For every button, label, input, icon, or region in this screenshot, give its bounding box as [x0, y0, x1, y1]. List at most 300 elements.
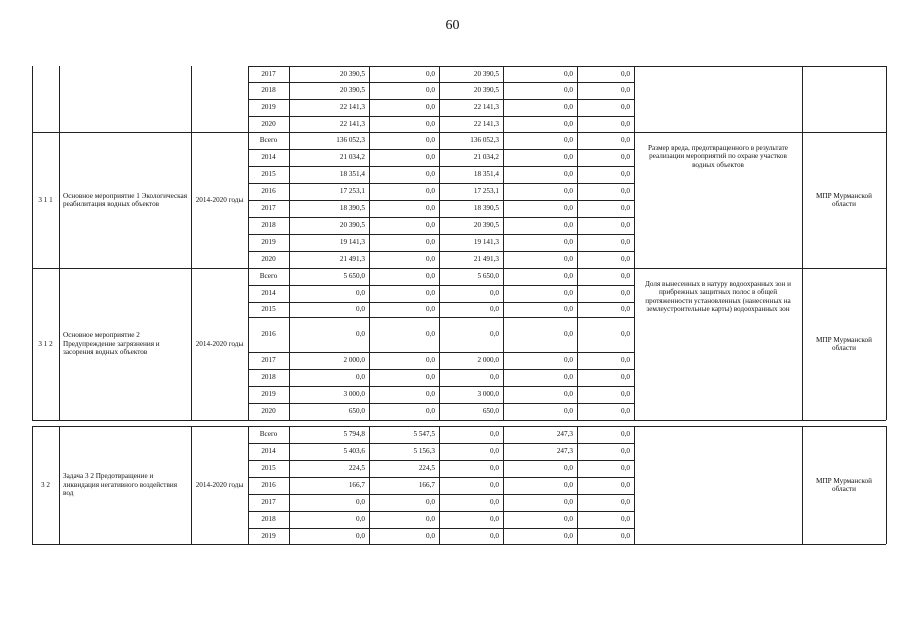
year-label-cell: [250, 234, 287, 251]
amount-other: 0,0: [621, 86, 630, 95]
amount-total: 166,7: [348, 481, 365, 490]
year-label: Всего: [259, 136, 278, 145]
col-line: [59, 268, 60, 420]
year-label-cell: [250, 251, 287, 268]
amount-federal: 5 156,3: [413, 447, 435, 456]
year-label-cell: [250, 268, 287, 285]
amount-regional-cell: [441, 99, 499, 116]
amount-regional-cell: [441, 477, 499, 494]
amount-local: 0,0: [564, 272, 573, 281]
amount-federal-cell: [371, 426, 435, 443]
amount-other-cell: [579, 386, 630, 403]
amount-total: 21 491,3: [339, 255, 365, 264]
year-label-cell: [250, 477, 287, 494]
amount-local: 0,0: [564, 238, 573, 247]
amount-regional-cell: [441, 528, 499, 544]
amount-local: 0,0: [564, 153, 573, 162]
amount-regional: 20 390,5: [473, 221, 499, 230]
amount-total-cell: [291, 66, 365, 82]
amount-total: 21 034,2: [339, 153, 365, 162]
activity-code-cell: [34, 132, 57, 268]
amount-federal-cell: [371, 234, 435, 251]
amount-total: 5 403,6: [343, 447, 365, 456]
amount-other: 0,0: [621, 289, 630, 298]
left-border: [32, 426, 33, 544]
amount-local: 0,0: [564, 330, 573, 339]
amount-federal: 0,0: [426, 305, 435, 314]
activity-code-cell: [34, 268, 57, 420]
amount-regional: 18 390,5: [473, 204, 499, 213]
amount-federal: 0,0: [426, 356, 435, 365]
year-label: 2018: [261, 373, 276, 382]
amount-total-cell: [291, 443, 365, 460]
amount-total-cell: [291, 82, 365, 99]
amount-regional: 0,0: [490, 531, 499, 540]
col-line: [59, 132, 60, 268]
amount-local: 0,0: [564, 255, 573, 264]
amount-total-cell: [291, 511, 365, 528]
amount-regional-cell: [441, 352, 499, 369]
amount-federal-cell: [371, 132, 435, 149]
amount-regional: 21 034,2: [473, 153, 499, 162]
amount-other: 0,0: [621, 170, 630, 179]
amount-local: 0,0: [564, 481, 573, 490]
amount-federal: 0,0: [426, 238, 435, 247]
amount-federal: 0,0: [426, 390, 435, 399]
amount-local: 0,0: [564, 119, 573, 128]
year-label: 2020: [261, 119, 276, 128]
amount-regional-cell: [441, 443, 499, 460]
amount-total: 0,0: [356, 531, 365, 540]
activity-period: 2014-2020 годы: [195, 195, 244, 204]
amount-total: 17 253,1: [339, 187, 365, 196]
amount-regional-cell: [441, 217, 499, 234]
col-line: [59, 66, 60, 132]
amount-regional-cell: [441, 426, 499, 443]
amount-total: 18 351,4: [339, 170, 365, 179]
year-label-cell: [250, 403, 287, 420]
amount-federal: 0,0: [426, 221, 435, 230]
amount-local-cell: [505, 285, 573, 302]
amount-local-cell: [505, 511, 573, 528]
year-label-cell: [250, 317, 287, 352]
activity-name-cell: [63, 268, 187, 420]
amount-federal-cell: [371, 166, 435, 183]
executor-text-cell: [806, 132, 882, 268]
amount-regional-cell: [441, 132, 499, 149]
page-number: 60: [445, 18, 460, 33]
amount-total: 19 141,3: [339, 238, 365, 247]
amount-other-cell: [579, 116, 630, 132]
amount-regional-cell: [441, 268, 499, 285]
amount-regional: 0,0: [490, 373, 499, 382]
amount-total: 0,0: [356, 515, 365, 524]
amount-local-cell: [505, 200, 573, 217]
amount-other: 0,0: [621, 373, 630, 382]
amount-local-cell: [505, 477, 573, 494]
year-label-cell: [250, 511, 287, 528]
amount-federal-cell: [371, 302, 435, 317]
year-label-cell: [250, 149, 287, 166]
amount-other-cell: [579, 132, 630, 149]
amount-local: 0,0: [564, 103, 573, 112]
amount-other-cell: [579, 317, 630, 352]
amount-federal: 0,0: [426, 187, 435, 196]
amount-regional: 0,0: [490, 430, 499, 439]
year-label: Всего: [259, 430, 278, 439]
amount-regional: 0,0: [490, 515, 499, 524]
year-label: 2019: [261, 238, 276, 247]
year-label: 2015: [261, 170, 276, 179]
col-line: [577, 268, 578, 420]
amount-other: 0,0: [621, 255, 630, 264]
amount-regional: 2 000,0: [477, 356, 499, 365]
amount-other-cell: [579, 477, 630, 494]
right-border: [886, 132, 887, 268]
year-label: 2020: [261, 255, 276, 264]
amount-total-cell: [291, 99, 365, 116]
amount-other-cell: [579, 403, 630, 420]
col-line: [634, 132, 635, 268]
amount-other-cell: [579, 494, 630, 511]
amount-regional-cell: [441, 511, 499, 528]
amount-other-cell: [579, 217, 630, 234]
amount-regional: 22 141,3: [473, 103, 499, 112]
amount-total: 0,0: [356, 289, 365, 298]
amount-federal-cell: [371, 268, 435, 285]
amount-other: 0,0: [621, 430, 630, 439]
year-label-cell: [250, 217, 287, 234]
amount-other-cell: [579, 234, 630, 251]
amount-federal-cell: [371, 183, 435, 200]
amount-total-cell: [291, 426, 365, 443]
amount-total-cell: [291, 386, 365, 403]
amount-local: 0,0: [564, 498, 573, 507]
amount-regional-cell: [441, 369, 499, 386]
amount-total-cell: [291, 217, 365, 234]
indicator-text-cell: [642, 438, 794, 544]
executor-text-cell: [806, 426, 882, 544]
right-border: [886, 66, 887, 132]
amount-federal: 0,0: [426, 373, 435, 382]
amount-local: 0,0: [564, 204, 573, 213]
amount-other: 0,0: [621, 119, 630, 128]
amount-other: 0,0: [621, 464, 630, 473]
amount-total-cell: [291, 477, 365, 494]
amount-federal: 0,0: [426, 272, 435, 281]
amount-local: 0,0: [564, 69, 573, 78]
amount-other-cell: [579, 149, 630, 166]
activity-code-cell: [34, 426, 57, 544]
amount-regional: 0,0: [490, 330, 499, 339]
amount-local: 0,0: [564, 531, 573, 540]
col-line: [191, 132, 192, 268]
amount-regional: 0,0: [490, 289, 499, 298]
amount-local-cell: [505, 149, 573, 166]
amount-federal: 0,0: [426, 407, 435, 416]
col-line: [191, 268, 192, 420]
amount-other: 0,0: [621, 221, 630, 230]
activity-name-cell: [63, 66, 187, 132]
amount-federal: 0,0: [426, 170, 435, 179]
activity-period-cell: [193, 66, 246, 132]
year-label-cell: [250, 132, 287, 149]
year-label-cell: [250, 352, 287, 369]
amount-regional-cell: [441, 386, 499, 403]
amount-local-cell: [505, 132, 573, 149]
amount-total: 224,5: [348, 464, 365, 473]
amount-other-cell: [579, 285, 630, 302]
amount-other: 0,0: [621, 69, 630, 78]
year-label: 2014: [261, 447, 276, 456]
year-label: 2014: [261, 153, 276, 162]
amount-other: 0,0: [621, 356, 630, 365]
amount-regional-cell: [441, 149, 499, 166]
amount-other: 0,0: [621, 447, 630, 456]
amount-total: 20 390,5: [339, 221, 365, 230]
amount-regional: 3 000,0: [477, 390, 499, 399]
amount-federal: 0,0: [426, 103, 435, 112]
amount-federal-cell: [371, 386, 435, 403]
col-line: [802, 426, 803, 544]
amount-total-cell: [291, 149, 365, 166]
executor-text-cell: [806, 66, 882, 132]
col-line: [634, 66, 635, 132]
amount-total-cell: [291, 494, 365, 511]
amount-federal-cell: [371, 443, 435, 460]
executor-text: МПР Мурманской области: [816, 335, 872, 352]
amount-regional-cell: [441, 302, 499, 317]
year-label: 2017: [261, 356, 276, 365]
amount-local: 0,0: [564, 305, 573, 314]
amount-regional: 5 650,0: [477, 272, 499, 281]
row-line: [248, 544, 634, 545]
amount-regional: 0,0: [490, 447, 499, 456]
amount-federal: 0,0: [426, 204, 435, 213]
executor-text: МПР Мурманской области: [816, 476, 872, 493]
year-label: 2016: [261, 330, 276, 339]
activity-code: 3 1 2: [38, 339, 53, 348]
year-label: Всего: [259, 272, 278, 281]
amount-regional: 18 351,4: [473, 170, 499, 179]
amount-federal: 0,0: [426, 289, 435, 298]
year-label: 2016: [261, 187, 276, 196]
activity-code: 3 2: [41, 480, 50, 489]
amount-federal-cell: [371, 99, 435, 116]
amount-total: 0,0: [356, 305, 365, 314]
amount-other-cell: [579, 369, 630, 386]
amount-other-cell: [579, 511, 630, 528]
right-border: [886, 426, 887, 544]
amount-other: 0,0: [621, 305, 630, 314]
amount-total: 5 794,8: [343, 430, 365, 439]
col-line: [439, 268, 440, 420]
col-line: [59, 426, 60, 544]
amount-other-cell: [579, 99, 630, 116]
amount-total-cell: [291, 116, 365, 132]
year-label: 2020: [261, 407, 276, 416]
year-label-cell: [250, 302, 287, 317]
amount-regional-cell: [441, 251, 499, 268]
amount-federal: 0,0: [426, 136, 435, 145]
year-label: 2018: [261, 515, 276, 524]
amount-regional-cell: [441, 116, 499, 132]
year-label: 2019: [261, 103, 276, 112]
col-line: [191, 426, 192, 544]
executor-text: МПР Мурманской области: [816, 191, 872, 208]
amount-federal: 5 547,5: [413, 430, 435, 439]
amount-federal-cell: [371, 217, 435, 234]
col-line: [289, 268, 290, 420]
amount-other-cell: [579, 460, 630, 477]
activity-code-cell: [34, 66, 57, 132]
amount-other-cell: [579, 528, 630, 544]
amount-local-cell: [505, 528, 573, 544]
amount-local-cell: [505, 426, 573, 443]
amount-federal: 224,5: [418, 464, 435, 473]
amount-regional-cell: [441, 234, 499, 251]
amount-total: 5 650,0: [343, 272, 365, 281]
year-label-cell: [250, 66, 287, 82]
amount-local: 0,0: [564, 515, 573, 524]
amount-regional-cell: [441, 166, 499, 183]
activity-name-cell: [63, 132, 187, 268]
amount-local-cell: [505, 443, 573, 460]
amount-local-cell: [505, 183, 573, 200]
amount-other: 0,0: [621, 531, 630, 540]
amount-federal-cell: [371, 528, 435, 544]
indicator-text-cell: [642, 78, 794, 132]
activity-code: 3 1 1: [38, 195, 53, 204]
indicator-text-cell: [642, 144, 794, 268]
amount-local-cell: [505, 403, 573, 420]
amount-federal-cell: [371, 285, 435, 302]
col-line: [191, 66, 192, 132]
amount-federal: 0,0: [426, 515, 435, 524]
amount-regional: 17 253,1: [473, 187, 499, 196]
amount-federal: 0,0: [426, 86, 435, 95]
amount-total: 136 052,3: [336, 136, 365, 145]
amount-regional-cell: [441, 82, 499, 99]
amount-other-cell: [579, 268, 630, 285]
amount-federal-cell: [371, 82, 435, 99]
amount-local: 0,0: [564, 187, 573, 196]
amount-local: 0,0: [564, 86, 573, 95]
amount-regional-cell: [441, 494, 499, 511]
amount-federal-cell: [371, 477, 435, 494]
row-line: [248, 420, 634, 421]
year-label: 2017: [261, 498, 276, 507]
amount-total-cell: [291, 528, 365, 544]
year-label: 2017: [261, 204, 276, 213]
col-line: [802, 66, 803, 132]
year-label-cell: [250, 116, 287, 132]
amount-total: 20 390,5: [339, 69, 365, 78]
amount-federal-cell: [371, 403, 435, 420]
amount-regional: 0,0: [490, 481, 499, 490]
year-label-cell: [250, 460, 287, 477]
amount-other-cell: [579, 443, 630, 460]
amount-local-cell: [505, 251, 573, 268]
year-label: 2014: [261, 289, 276, 298]
amount-federal-cell: [371, 251, 435, 268]
amount-other-cell: [579, 200, 630, 217]
amount-federal: 0,0: [426, 69, 435, 78]
amount-regional: 0,0: [490, 305, 499, 314]
year-label-cell: [250, 183, 287, 200]
amount-local-cell: [505, 352, 573, 369]
amount-local: 0,0: [564, 464, 573, 473]
amount-federal-cell: [371, 200, 435, 217]
amount-local-cell: [505, 302, 573, 317]
amount-federal: 0,0: [426, 153, 435, 162]
amount-other-cell: [579, 426, 630, 443]
year-label-cell: [250, 99, 287, 116]
amount-total-cell: [291, 369, 365, 386]
amount-local-cell: [505, 494, 573, 511]
activity-name: Основное мероприятие 2 Предупреждение загрязнения и засорения водных объектов: [63, 331, 160, 357]
amount-other: 0,0: [621, 136, 630, 145]
year-label-cell: [250, 443, 287, 460]
amount-other: 0,0: [621, 272, 630, 281]
amount-other: 0,0: [621, 498, 630, 507]
amount-other-cell: [579, 66, 630, 82]
col-line: [503, 268, 504, 420]
amount-total: 0,0: [356, 498, 365, 507]
year-label-cell: [250, 166, 287, 183]
amount-total-cell: [291, 403, 365, 420]
right-border: [886, 268, 887, 420]
left-border: [32, 66, 33, 132]
amount-other-cell: [579, 82, 630, 99]
amount-regional: 136 052,3: [470, 136, 499, 145]
activity-period: 2014-2020 годы: [195, 339, 244, 348]
amount-total: 20 390,5: [339, 86, 365, 95]
amount-other-cell: [579, 352, 630, 369]
year-label: 2019: [261, 531, 276, 540]
amount-federal-cell: [371, 149, 435, 166]
section-line: [32, 544, 248, 545]
amount-federal-cell: [371, 460, 435, 477]
amount-other: 0,0: [621, 187, 630, 196]
amount-regional-cell: [441, 285, 499, 302]
amount-regional: 20 390,5: [473, 69, 499, 78]
activity-name: Задача 3 2 Предотвращение и ликвидация негативного воздействия вод: [63, 472, 177, 498]
year-label-cell: [250, 200, 287, 217]
year-label: 2015: [261, 305, 276, 314]
indicator-text: Доля вынесенных в натуру водоохранных зон и прибрежных защитных полос в общей протяженности установленных (нанесенных на землеустроительные карты) водоохранных зон: [644, 280, 792, 314]
amount-federal: 0,0: [426, 531, 435, 540]
amount-local-cell: [505, 460, 573, 477]
year-label-cell: [250, 528, 287, 544]
amount-other-cell: [579, 166, 630, 183]
amount-other-cell: [579, 183, 630, 200]
amount-total-cell: [291, 317, 365, 352]
indicator-text: Размер вреда, предотвращенного в результате реализации мероприятий по охране участков водных объектов: [648, 144, 788, 169]
amount-local-cell: [505, 82, 573, 99]
col-line: [802, 268, 803, 420]
amount-federal-cell: [371, 511, 435, 528]
amount-regional-cell: [441, 66, 499, 82]
amount-local-cell: [505, 386, 573, 403]
indicator-text-cell: [642, 280, 794, 420]
amount-local-cell: [505, 166, 573, 183]
amount-total-cell: [291, 285, 365, 302]
amount-other: 0,0: [621, 515, 630, 524]
amount-other: 0,0: [621, 390, 630, 399]
amount-total-cell: [291, 166, 365, 183]
amount-regional: 0,0: [490, 464, 499, 473]
